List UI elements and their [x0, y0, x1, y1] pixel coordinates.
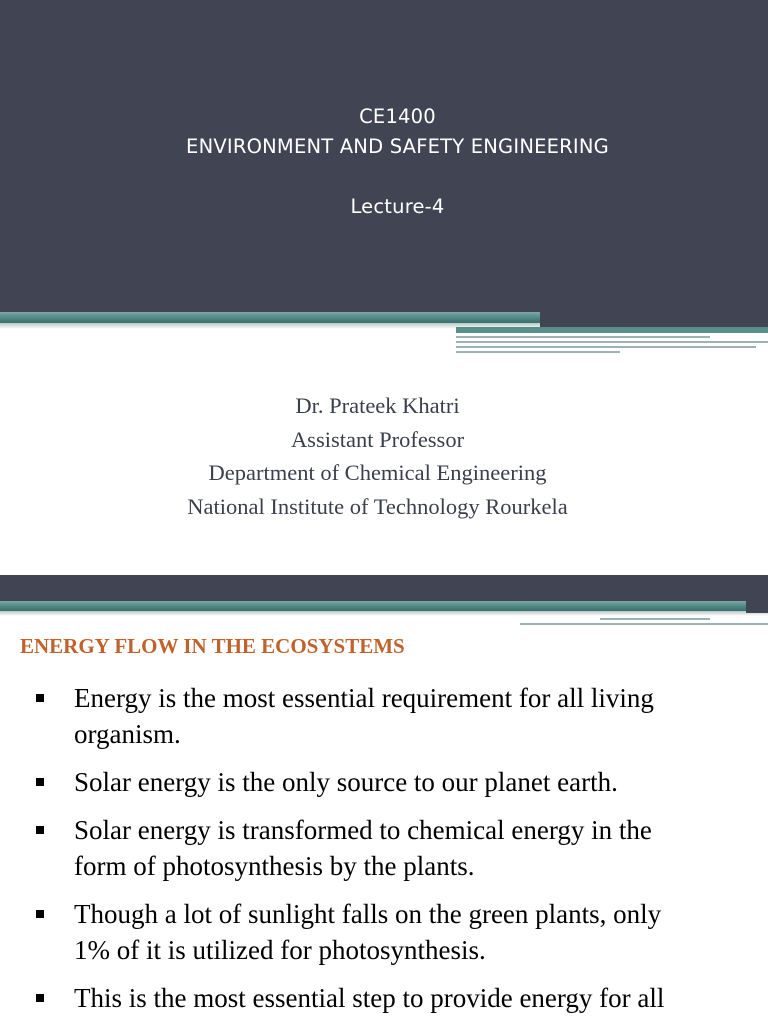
decorative-line: [600, 618, 710, 620]
bullet-line: Solar energy is transformed to chemical energy in the: [74, 815, 652, 845]
decorative-line: [456, 346, 756, 348]
author-name: Dr. Prateek Khatri: [295, 393, 460, 418]
header-tab-decoration: [540, 312, 768, 327]
header-tab-accent: [456, 327, 768, 333]
content-slide: [0, 575, 768, 1024]
content-tab-decoration: [746, 575, 768, 613]
author-block: [0, 389, 755, 523]
bullet-line: organism.: [74, 719, 181, 749]
bullet-item: [0, 764, 768, 800]
author-department: Department of Chemical Engineering: [208, 460, 547, 485]
lecture-number: Lecture-4: [350, 195, 445, 218]
bullet-item: [0, 896, 768, 968]
bullet-line: 1% of it is utilized for photosynthesis.: [74, 935, 486, 965]
square-bullet-icon: [36, 778, 44, 786]
bullet-item: [0, 680, 768, 752]
title-spacer: [0, 162, 768, 192]
bullet-item: [0, 812, 768, 884]
author-position: Assistant Professor: [290, 426, 465, 452]
content-slide-header: [0, 575, 768, 601]
course-title: ENVIRONMENT AND SAFETY ENGINEERING: [186, 135, 609, 158]
bullet-line: form of photosynthesis by the plants.: [74, 851, 475, 881]
square-bullet-icon: [36, 994, 44, 1002]
bullet-list: [0, 680, 768, 1028]
square-bullet-icon: [36, 694, 44, 702]
content-band-shadow: [0, 611, 768, 616]
square-bullet-icon: [36, 910, 44, 918]
author-institute: National Institute of Technology Rourkela: [187, 493, 568, 519]
course-title-block: [0, 102, 768, 222]
decorative-line: [456, 341, 768, 343]
decorative-line: [456, 351, 620, 353]
content-accent-band: [0, 601, 768, 611]
bullet-line: Solar energy is the only source to our planet earth.: [74, 767, 618, 797]
decorative-line: [456, 336, 710, 338]
bullet-item: [0, 980, 768, 1016]
bullet-line: This is the most essential step to provide energy for all: [74, 983, 665, 1013]
slide-heading: ENERGY FLOW IN THE ECOSYSTEMS: [20, 634, 405, 658]
bullet-line: Though a lot of sunlight falls on the green plants, only: [74, 899, 662, 929]
course-code: CE1400: [359, 105, 436, 128]
decorative-line: [520, 623, 768, 625]
bullet-line: Energy is the most essential requirement for all living: [74, 683, 654, 713]
square-bullet-icon: [36, 826, 44, 834]
